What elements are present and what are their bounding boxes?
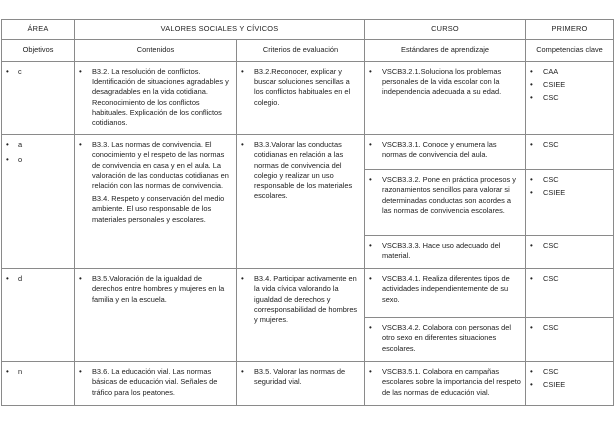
competencia-item: • CAA xyxy=(530,67,609,77)
contenido-item: • B3.6. La educación vial. Las normas básicas de educación vial. Señales de tráfico para los peatones. xyxy=(79,367,232,398)
competencias-cell xyxy=(526,135,614,170)
contenido-paragraph: • B3.3. Las normas de convivencia. El conocimiento y el respeto de las normas de convivencia en casa y en el aula. La valoración de las conductas cotidianas en relación con las normas de convivencia. xyxy=(92,140,229,191)
objetivo-item: • d xyxy=(6,274,70,284)
estandar-item: • VSCB3.3.3. Hace uso adecuado del material. xyxy=(369,241,521,261)
competencia-item: • CSIEE xyxy=(530,80,609,90)
competencia-item: • CSC xyxy=(530,140,609,150)
estandar-item: • VSCB3.5.1. Colabora en campañas escolares sobre la importancia del respeto de las normas de educación vial. xyxy=(369,367,521,398)
objetivo-item: • c xyxy=(6,67,70,77)
col-contenidos: Contenidos xyxy=(75,40,237,62)
contenidos-cell xyxy=(75,362,237,406)
curso-label: CURSO xyxy=(365,20,526,40)
col-competencias: Competencias clave xyxy=(526,40,614,62)
competencias-cell xyxy=(526,236,614,269)
objetivos-cell xyxy=(2,269,75,362)
col-criterios: Criterios de evaluación xyxy=(237,40,365,62)
estandares-cell xyxy=(365,135,526,170)
contenido-item xyxy=(79,140,232,225)
area-label: ÁREA xyxy=(2,20,75,40)
estandares-cell xyxy=(365,62,526,135)
header-row xyxy=(2,20,614,40)
estandares-cell xyxy=(365,269,526,318)
competencia-item: • CSC xyxy=(530,323,609,333)
estandar-item: • VSCB3.4.1. Realiza diferentes tipos de actividades independientemente de su sexo. xyxy=(369,274,521,305)
contenido-paragraph: B3.4. Respeto y conservación del medio ambiente. El uso responsable de los materiales personales y escolares. xyxy=(92,194,225,224)
column-header-row xyxy=(2,40,614,62)
estandar-item: • VSCB3.3.2. Pone en práctica procesos y razonamientos sencillos para valorar si determinadas conductas son acordes a las normas de convivencia escolares. xyxy=(369,175,521,216)
area-name: VALORES SOCIALES Y CÍVICOS xyxy=(75,20,365,40)
curso-value: PRIMERO xyxy=(526,20,614,40)
competencia-item: • CSC xyxy=(530,241,609,251)
curriculum-table xyxy=(1,19,614,406)
criterio-item: • B3.3.Valorar las conductas cotidianas en relación a las normas de convivencia del colegio y realizar un uso responsable de los materiales escolares. xyxy=(241,140,360,201)
criterio-item: • B3.2.Reconocer, explicar y buscar soluciones sencillas a los conflictos habituales en el colegio. xyxy=(241,67,360,108)
competencia-item: • CSIEE xyxy=(530,380,609,390)
estandares-cell xyxy=(365,236,526,269)
objetivos-cell xyxy=(2,62,75,135)
estandar-item: • VSCB3.3.1. Conoce y enumera las normas de convivencia del aula. xyxy=(369,140,521,160)
competencias-cell xyxy=(526,170,614,236)
criterio-cell xyxy=(237,62,365,135)
criterio-cell xyxy=(237,362,365,406)
competencia-item: • CSC xyxy=(530,274,609,284)
col-objetivos: Objetivos xyxy=(2,40,75,62)
competencia-item: • CSC xyxy=(530,93,609,103)
estandares-cell xyxy=(365,318,526,362)
objetivo-item: • a xyxy=(6,140,70,150)
objetivo-item: • o xyxy=(6,155,70,165)
competencias-cell xyxy=(526,62,614,135)
estandar-item: • VSCB3.2.1.Soluciona los problemas personales de la vida escolar con la independencia adecuada a su edad. xyxy=(369,67,521,98)
criterio-cell xyxy=(237,269,365,362)
block-row xyxy=(2,269,614,318)
contenidos-cell xyxy=(75,62,237,135)
contenido-item: • B3.2. La resolución de conflictos. Identificación de situaciones agradables y desagradables en la vida cotidiana. Reconocimiento de los conflictos habituales. Explicación de los conflictos cotidianos. xyxy=(79,67,232,128)
criterio-item: • B3.5. Valorar las normas de seguridad vial. xyxy=(241,367,360,387)
block-row xyxy=(2,135,614,170)
objetivos-cell xyxy=(2,135,75,269)
estandar-item: • VSCB3.4.2. Colabora con personas del otro sexo en diferentes situaciones escolares. xyxy=(369,323,521,354)
competencias-cell xyxy=(526,269,614,318)
competencias-cell xyxy=(526,318,614,362)
competencia-item: • CSC xyxy=(530,175,609,185)
competencias-cell xyxy=(526,362,614,406)
estandares-cell xyxy=(365,362,526,406)
block-row xyxy=(2,362,614,406)
objetivo-item: • n xyxy=(6,367,70,377)
block-row xyxy=(2,62,614,135)
contenidos-cell xyxy=(75,135,237,269)
contenido-item: • B3.5.Valoración de la igualdad de derechos entre hombres y mujeres en la familia y en la escuela. xyxy=(79,274,232,305)
col-estandares: Estándares de aprendizaje xyxy=(365,40,526,62)
estandares-cell xyxy=(365,170,526,236)
contenidos-cell xyxy=(75,269,237,362)
objetivos-cell xyxy=(2,362,75,406)
criterio-item: • B3.4. Participar activamente en la vida cívica valorando la igualdad de derechos y corresponsabilidad de hombres y mujeres. xyxy=(241,274,360,325)
criterio-cell xyxy=(237,135,365,269)
competencia-item: • CSIEE xyxy=(530,188,609,198)
competencia-item: • CSC xyxy=(530,367,609,377)
